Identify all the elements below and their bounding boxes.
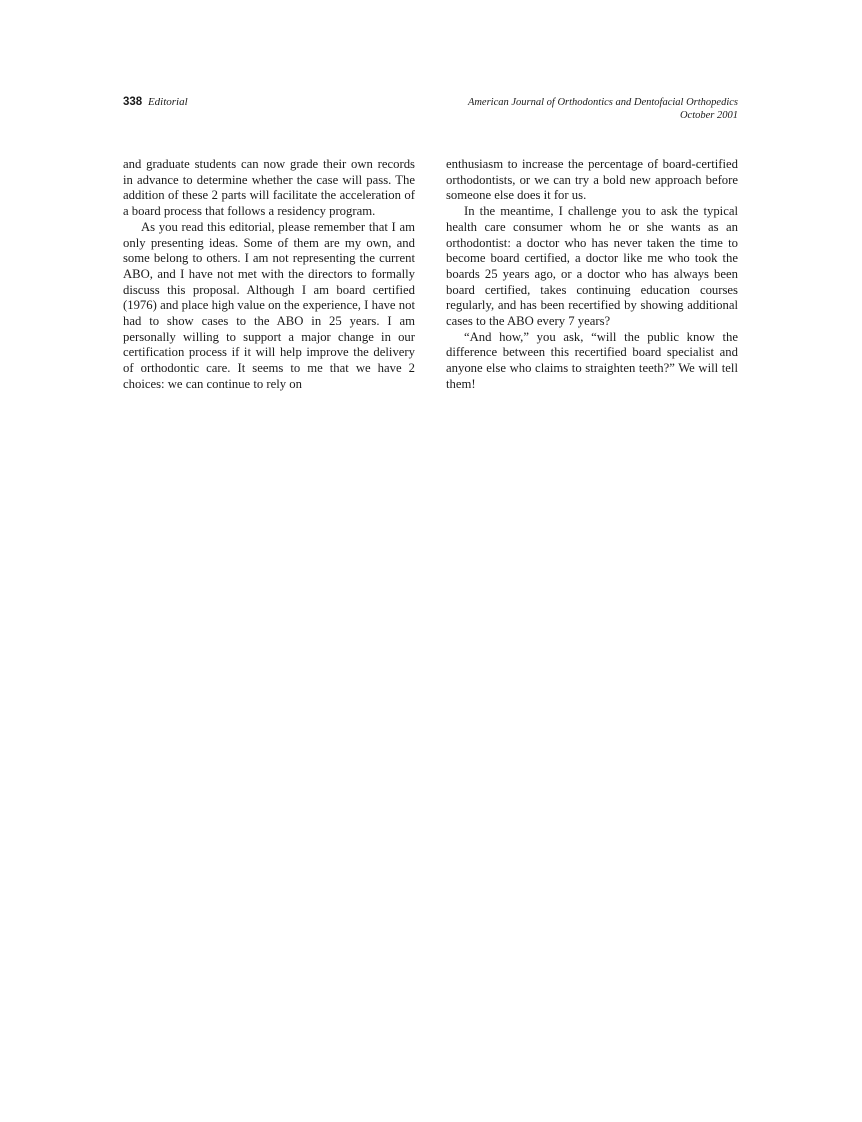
paragraph: In the meantime, I challenge you to ask the typical health care consumer whom he or she wants as an orthodontist: a doctor who has never taken the time to become board certified, a doctor like me who took the boards 25 years ago, or a doctor who has always been board certified, takes continuing education courses regularly, and has been recertified by showing additional cases to the ABO every 7 years? (446, 204, 738, 329)
running-header-left (123, 96, 188, 108)
paragraph: and graduate students can now grade their own records in advance to determine whether the case will pass. The addition of these 2 parts will facilitate the acceleration of a board process that follows a residency program. (123, 157, 415, 219)
right-column (446, 157, 738, 393)
page-number: 338 (123, 96, 143, 108)
section-label: Editorial (147, 96, 188, 108)
running-header-right (468, 96, 738, 122)
issue-date: October 2001 (679, 110, 738, 121)
paragraph: “And how,” you ask, “will the public know the difference between this recertified board specialist and anyone else who claims to straighten teeth?” We will tell them! (446, 329, 738, 391)
paragraph: enthusiasm to increase the percentage of board-certified orthodontists, or we can try a bold new approach before someone else does it for us. (446, 157, 738, 203)
left-column (123, 157, 415, 393)
paragraph: As you read this editorial, please remember that I am only presenting ideas. Some of them are my own, and some belong to others. I am not representing the current ABO, and I have not met with the directors to formally discuss this proposal. Although I am board certified (1976) and place high value on the experience, I have not had to show cases to the ABO in 25 years. I am personally willing to support a major change in our certification process if it will help improve the delivery of orthodontic care. It seems to me that we have 2 choices: we can continue to rely on (123, 219, 415, 391)
journal-title: American Journal of Orthodontics and Dentofacial Orthopedics (467, 97, 738, 108)
